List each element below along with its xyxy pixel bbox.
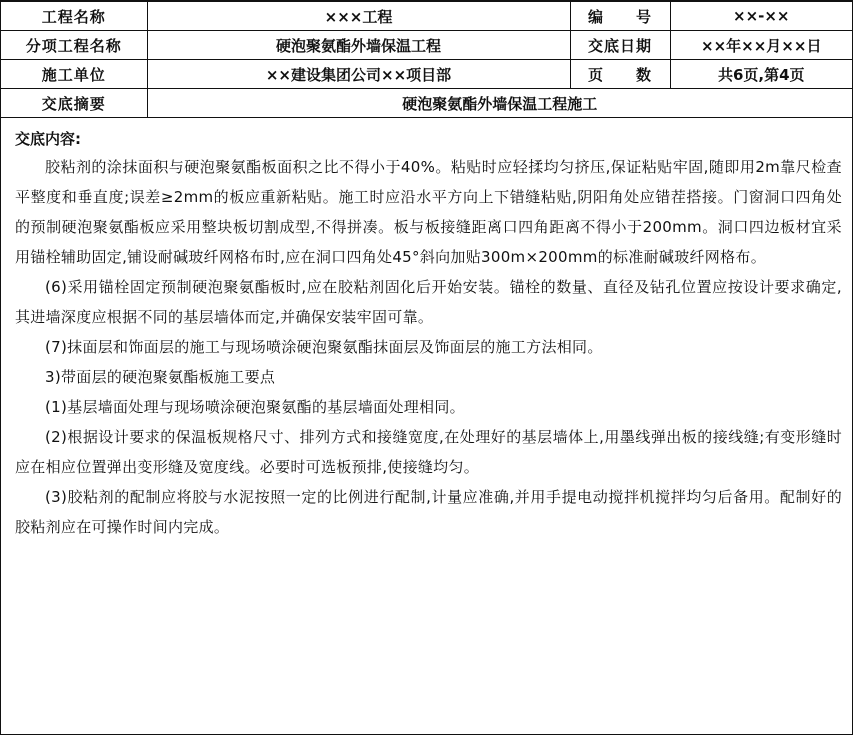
project-name-label: 工程名称 [1,2,147,31]
number-value: ××-×× [670,2,852,31]
header-row-project [1,2,852,31]
content-paragraph: 3)带面层的硬泡聚氨酯板施工要点 [45,368,276,386]
number-label: 编 号 [570,2,670,31]
content-paragraph: (1)基层墙面处理与现场喷涂硬泡聚氨酯的基层墙面处理相同。 [45,398,465,416]
date-value: ××年××月××日 [670,31,852,60]
page-value: 共6页,第4页 [670,60,852,89]
content-paragraph: (2)根据设计要求的保温板规格尺寸、排列方式和接缝宽度,在处理好的基层墙体上,用墨线弹出板的接线缝;有变形缝时应在相应位置弹出变形缝及宽度线。必要时可选板预排,使接缝均匀。 [15,428,842,476]
summary-value: 硬泡聚氨酯外墙保温工程施工 [147,89,852,118]
page-label: 页 数 [570,60,670,89]
project-name-value: ×××工程 [147,2,570,31]
content-paragraph: (6)采用锚栓固定预制硬泡聚氨酯板时,应在胶粘剂固化后开始安装。锚栓的数量、直径及钻孔位置应按设计要求确定,其进墙深度应根据不同的基层墙体而定,并确保安装牢固可靠。 [15,278,842,326]
header-row-summary [1,89,852,118]
contractor-value: ××建设集团公司××项目部 [147,60,570,89]
sub-project-value: 硬泡聚氨酯外墙保温工程 [147,31,570,60]
content-paragraph: 胶粘剂的涂抹面积与硬泡聚氨酯板面积之比不得小于40%。粘贴时应轻揉均匀挤压,保证粘贴牢固,随即用2m靠尺检查平整度和垂直度;误差≥2mm的板应重新粘贴。施工时应沿水平方向上下错缝粘贴,阴阳角处应错茬搭接。门窗洞口四角处的预制硬泡聚氨酯板应采用整块板切割成型,不得拼凑。板与板接缝距离口四角距离不得小于200mm。洞口四边板材宜采用锚栓辅助固定,铺设耐碱玻纤网格布时,应在洞口四角处45°斜向加贴300m×200mm的标准耐碱玻纤网格布。 [15,158,842,266]
content-paragraph: (7)抹面层和饰面层的施工与现场喷涂硬泡聚氨酯抹面层及饰面层的施工方法相同。 [45,338,603,356]
content-label: 交底内容: [15,130,81,148]
content-paragraph: (3)胶粘剂的配制应将胶与水泥按照一定的比例进行配制,计量应准确,并用手提电动搅拌机搅拌均匀后备用。配制好的胶粘剂应在可操作时间内完成。 [15,488,842,536]
header-row-subproject [1,31,852,60]
header-table [1,2,852,118]
disclosure-content [1,118,852,542]
summary-label: 交底摘要 [1,89,147,118]
date-label: 交底日期 [570,31,670,60]
sub-project-label: 分项工程名称 [1,31,147,60]
header-row-contractor [1,60,852,89]
contractor-label: 施工单位 [1,60,147,89]
